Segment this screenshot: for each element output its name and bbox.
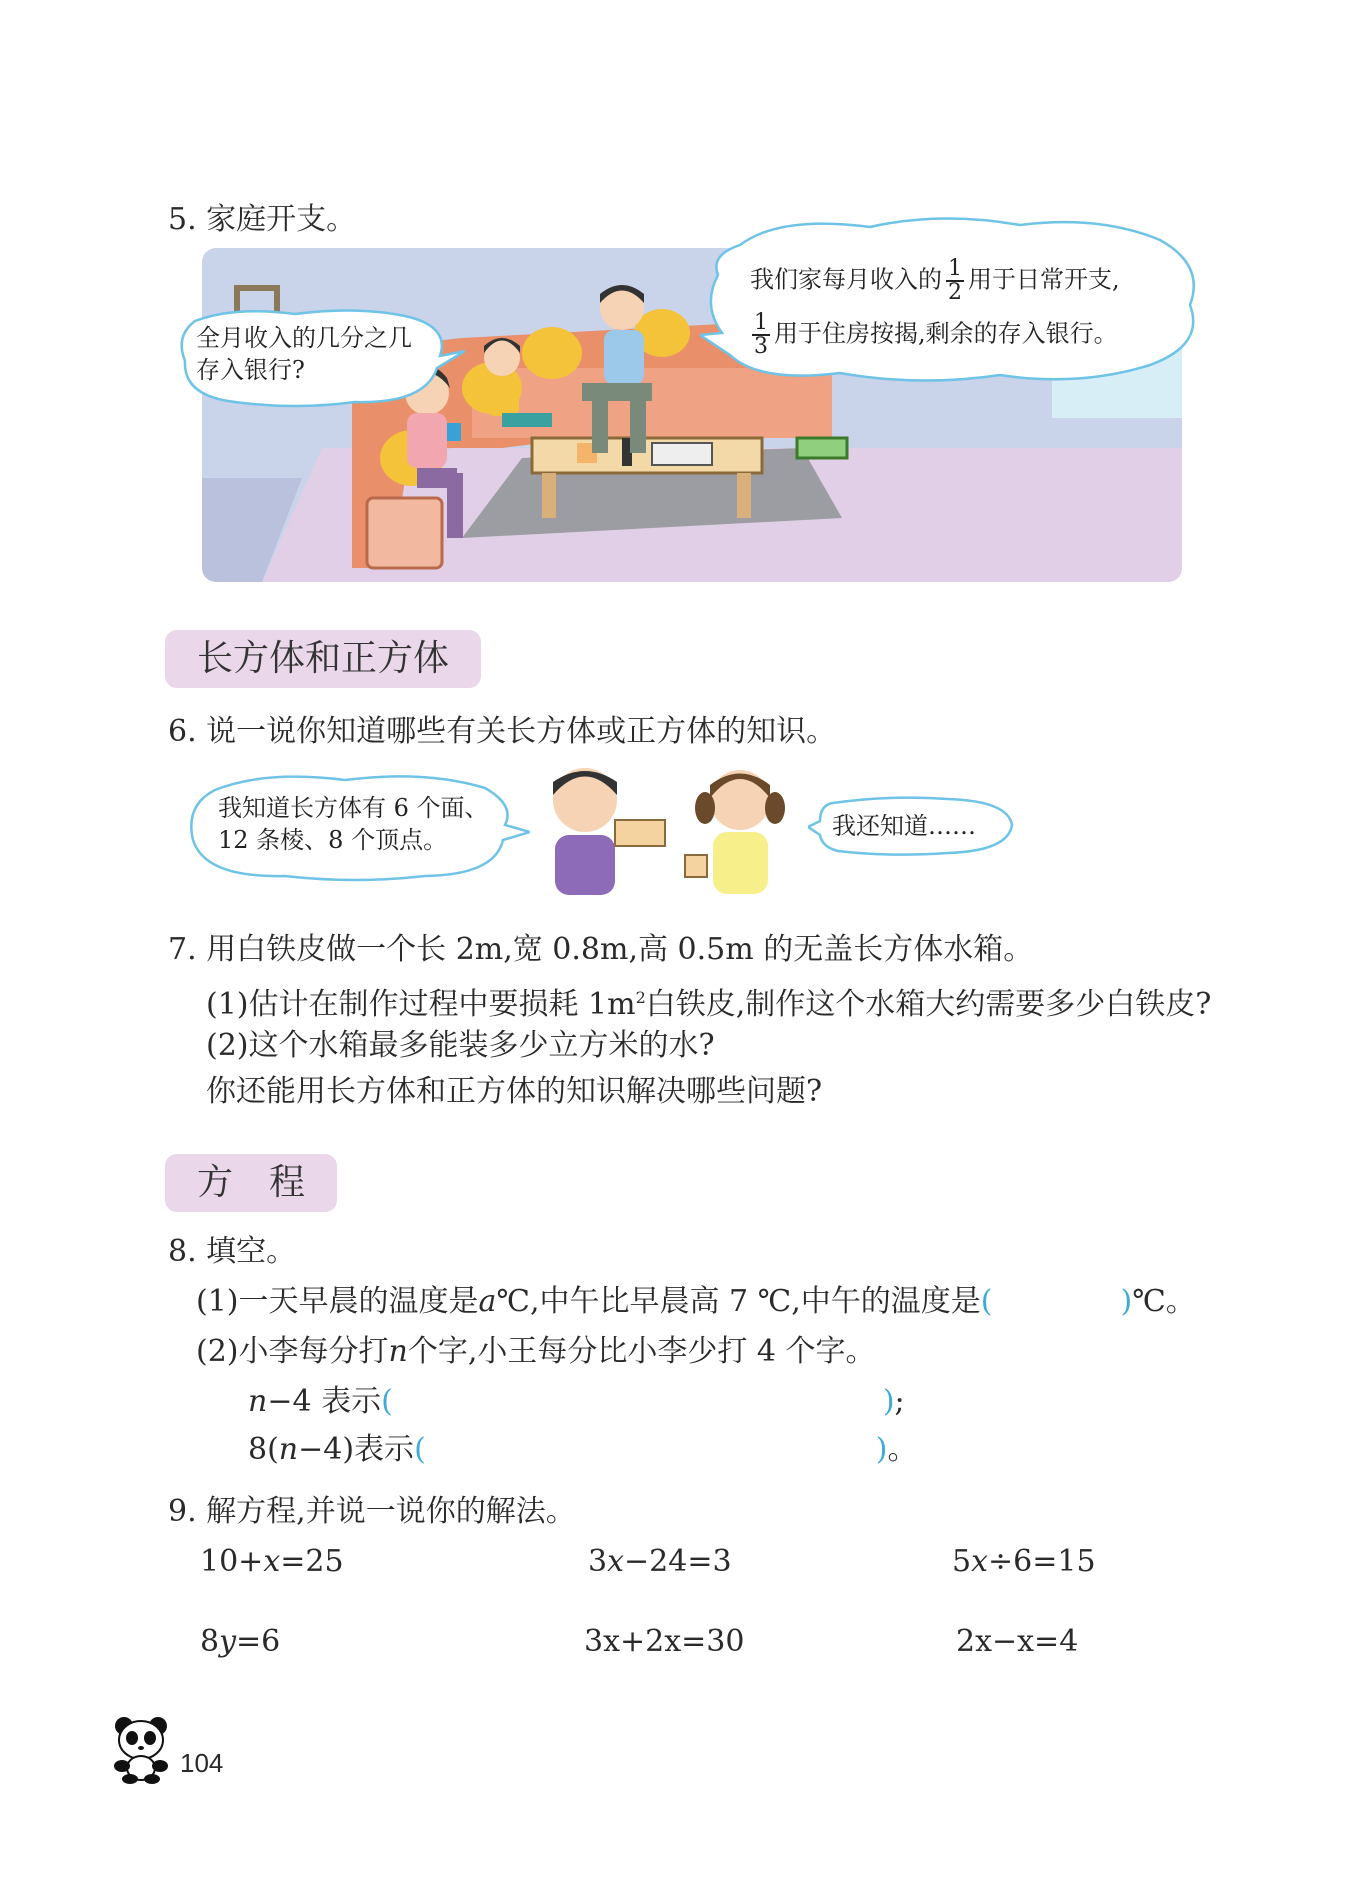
- mom-bubble-text: [196, 322, 412, 386]
- equation-1-part-b: =25: [280, 1544, 344, 1579]
- q6-title: 6. 说一说你知道哪些有关长方体或正方体的知识。: [168, 714, 837, 749]
- mom-bubble-line2: 存入银行?: [196, 356, 305, 384]
- boy-bubble-text: [218, 792, 489, 856]
- q8-line-a-end: ;: [894, 1384, 905, 1419]
- mom-bubble-line1: 全月收入的几分之几: [196, 324, 412, 352]
- q8-line-a-label: −4 表示: [267, 1384, 382, 1419]
- equation-4-part-a: 8: [200, 1624, 220, 1659]
- q8-line-a: [248, 1382, 905, 1422]
- q8-line-b-end: 。: [887, 1432, 918, 1467]
- equation-4: [200, 1622, 280, 1662]
- equation-3: [952, 1542, 1096, 1582]
- q8-part1-open-paren: (: [980, 1284, 993, 1319]
- equation-2-part-b: −24=3: [624, 1544, 732, 1579]
- q8-line-a-variable: n: [248, 1384, 268, 1419]
- dad-bubble-line2-text: 用于住房按揭,剩余的存入银行。: [774, 319, 1118, 348]
- fraction1-denominator: 2: [948, 280, 962, 305]
- boy-bubble-line1: 我知道长方体有 6 个面、: [218, 794, 489, 822]
- q8-title: 8. 填空。: [168, 1234, 297, 1269]
- dad-bubble-line1: [750, 258, 1120, 304]
- equation-2-variable: x: [607, 1544, 625, 1579]
- fraction-one-third: [752, 312, 770, 358]
- q7-part2: (2)这个水箱最多能装多少立方米的水?: [206, 1028, 715, 1063]
- q8-part1-start: (1)一天早晨的温度是: [196, 1284, 479, 1319]
- section-heading-cuboid-cube: 长方体和正方体: [165, 630, 481, 688]
- fraction-one-half: [946, 258, 964, 304]
- q8-part2-end: 个字,小王每分比小李少打 4 个字。: [407, 1334, 876, 1369]
- equation-3-variable: x: [971, 1544, 989, 1579]
- fraction1-numerator: 1: [948, 256, 962, 281]
- fraction2-denominator: 3: [754, 334, 768, 359]
- equation-2: [588, 1542, 732, 1582]
- q7-part1-end: 白铁皮,制作这个水箱大约需要多少白铁皮?: [645, 987, 1212, 1022]
- girl-bubble-text: 我还知道……: [832, 812, 976, 840]
- section-heading-equations: 方 程: [165, 1154, 337, 1212]
- q8-part1-middle: ℃,中午比早晨高 7 ℃,中午的温度是: [496, 1284, 981, 1319]
- equation-4-variable: y: [219, 1624, 237, 1659]
- boy-bubble-line2: 12 条棱、8 个顶点。: [218, 826, 448, 854]
- q8-line-b-close-paren: ): [875, 1432, 888, 1467]
- q7-part1-start: (1)估计在制作过程中要损耗 1m: [206, 987, 636, 1022]
- q8-part1: [196, 1282, 1196, 1322]
- q8-part2-variable: n: [388, 1334, 408, 1369]
- equation-3-part-b: ÷6=15: [988, 1544, 1096, 1579]
- q8-part2-start: (2)小李每分打: [196, 1334, 389, 1369]
- q7-title: 7. 用白铁皮做一个长 2m,宽 0.8m,高 0.5m 的无盖长方体水箱。: [168, 932, 1034, 967]
- q8-line-b-variable: n: [278, 1432, 299, 1467]
- page-number: 104: [180, 1748, 224, 1778]
- q8-part1-variable: a: [478, 1284, 497, 1319]
- q7-part3: 你还能用长方体和正方体的知识解决哪些问题?: [206, 1074, 823, 1109]
- equation-1: [200, 1542, 344, 1582]
- fraction2-numerator: 1: [754, 310, 768, 335]
- equation-1-variable: x: [263, 1544, 281, 1579]
- q8-line-a-open-paren: (: [381, 1384, 393, 1419]
- equation-5: 3x+2x=30: [584, 1624, 745, 1659]
- q8-line-b: [248, 1430, 918, 1470]
- q8-part1-end: ℃。: [1132, 1284, 1196, 1319]
- equation-2-part-a: 3: [588, 1544, 608, 1579]
- q9-title: 9. 解方程,并说一说你的解法。: [168, 1494, 576, 1529]
- dad-bubble-line1-start: 我们家每月收入的: [750, 265, 942, 294]
- q8-part1-close-paren: ): [1120, 1284, 1133, 1319]
- equation-6: 2x−x=4: [956, 1624, 1079, 1659]
- dad-bubble-line1-end: 用于日常开支,: [968, 265, 1120, 294]
- q7-part1-superscript: 2: [635, 988, 646, 1007]
- equation-4-part-b: =6: [236, 1624, 281, 1659]
- q7-part1: [206, 978, 1211, 1025]
- panda-icon: [110, 1714, 172, 1784]
- q8-line-a-close-paren: ): [882, 1384, 895, 1419]
- equation-3-part-a: 5: [952, 1544, 972, 1579]
- q8-line-b-label: −4)表示: [298, 1432, 415, 1467]
- q8-line-b-open-paren: (: [414, 1432, 426, 1467]
- equation-1-part-a: 10+: [200, 1544, 264, 1579]
- dad-bubble-line2: [748, 312, 1118, 358]
- q8-part2: [196, 1332, 876, 1372]
- q8-line-b-start: 8(: [248, 1432, 279, 1467]
- kids-with-blocks-illustration: [525, 760, 815, 900]
- q5-title: 5. 家庭开支。: [168, 202, 357, 237]
